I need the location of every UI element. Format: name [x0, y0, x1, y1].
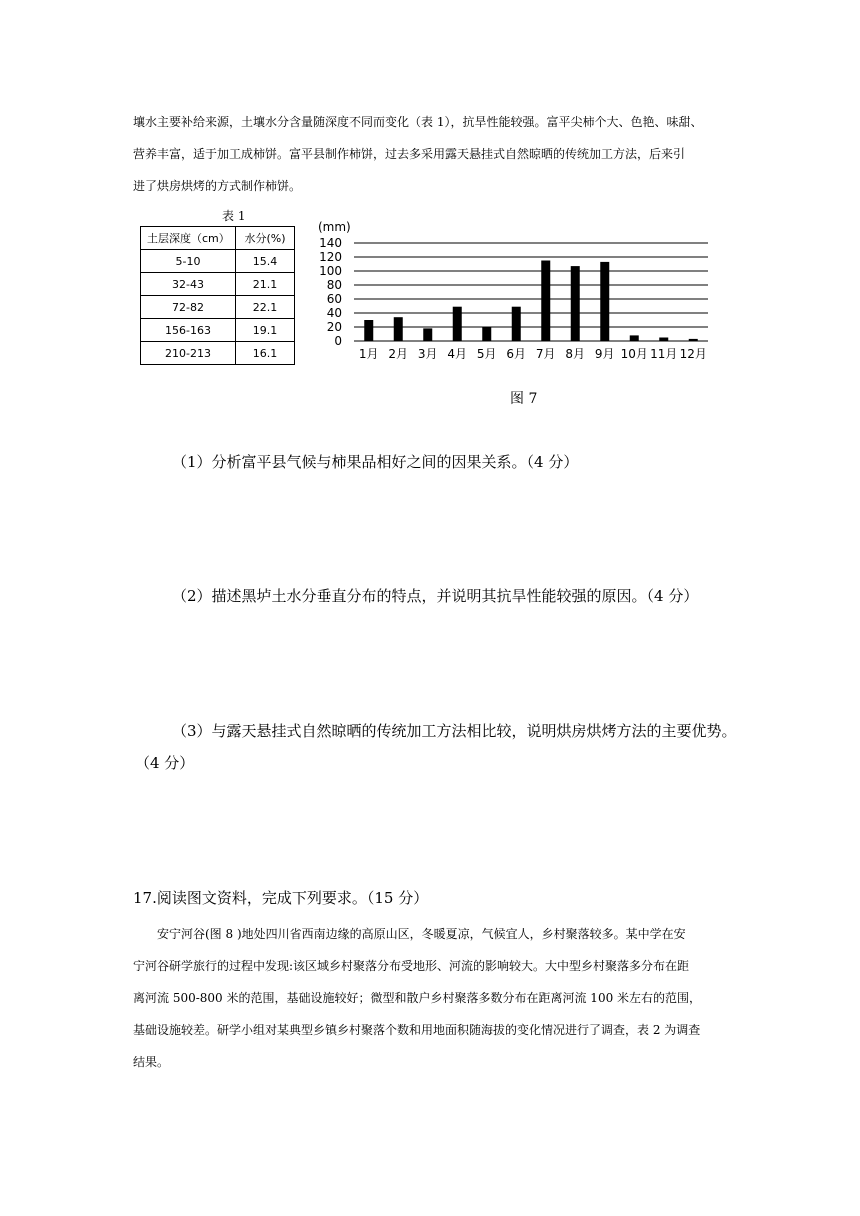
y-tick-label: 80 [326, 278, 342, 292]
x-tick-label: 1月 [358, 347, 379, 361]
table-row [141, 342, 295, 365]
table1-container [140, 226, 310, 366]
bar-4月 [453, 307, 462, 341]
x-tick-label: 11月 [650, 347, 678, 361]
bar-2月 [394, 317, 403, 341]
bar-11月 [659, 338, 668, 342]
bar-8月 [571, 266, 580, 341]
bar-5月 [482, 327, 491, 341]
x-tick-label: 2月 [388, 347, 409, 361]
y-tick-label: 120 [319, 250, 342, 264]
q17-line: 结果。 [133, 1055, 170, 1069]
table-row [141, 250, 295, 273]
intro-paragraph [133, 106, 727, 202]
q17-paragraph [133, 918, 733, 1078]
bar-12月 [689, 339, 698, 341]
y-axis-unit-label: (mm) [318, 220, 351, 234]
q17-line: 安宁河谷(图 8 )地处四川省西南边缘的高原山区，冬暖夏凉，气候宜人，乡村聚落较多。某中学在安 [157, 927, 686, 941]
figure-label: 图 7 [510, 391, 538, 407]
y-tick-label: 140 [319, 236, 342, 250]
cell-moisture: 22.1 [236, 296, 295, 319]
x-tick-label: 6月 [506, 347, 527, 361]
x-tick-label: 7月 [535, 347, 556, 361]
table-row [141, 319, 295, 342]
x-tick-label: 9月 [594, 347, 615, 361]
y-tick-label: 0 [334, 334, 342, 348]
table-row [141, 273, 295, 296]
x-tick-label: 12月 [679, 347, 707, 361]
cell-moisture: 21.1 [236, 273, 295, 296]
bar-3月 [423, 328, 432, 341]
intro-line: 进了烘房烘烤的方式制作柿饼。 [133, 179, 302, 193]
cell-depth: 156-163 [141, 319, 236, 342]
y-tick-label: 100 [319, 264, 342, 278]
cell-depth: 32-43 [141, 273, 236, 296]
cell-moisture: 15.4 [236, 250, 295, 273]
table-row [141, 296, 295, 319]
x-tick-label: 3月 [417, 347, 438, 361]
header-depth: 土层深度（cm） [141, 227, 236, 250]
x-tick-label: 10月 [620, 347, 648, 361]
cell-moisture: 16.1 [236, 342, 295, 365]
question-3-score: （4 分） [135, 754, 195, 772]
cell-moisture: 19.1 [236, 319, 295, 342]
soil-moisture-table [140, 226, 295, 365]
x-tick-label: 5月 [476, 347, 497, 361]
x-tick-label: 8月 [565, 347, 586, 361]
x-tick-label: 4月 [447, 347, 468, 361]
precipitation-bar-chart [310, 215, 720, 365]
table-header-row [141, 227, 295, 250]
intro-line: 营养丰富，适于加工成柿饼。富平县制作柿饼，过去多采用露天悬挂式自然晾晒的传统加工方法，后来引 [133, 147, 686, 161]
cell-depth: 5-10 [141, 250, 236, 273]
bar-9月 [600, 262, 609, 341]
intro-line: 壤水主要补给来源，土壤水分含量随深度不同而变化（表 1），抗旱性能较强。富平尖柿个大、色艳、味甜、 [133, 115, 703, 129]
question-3: （3）与露天悬挂式自然晾晒的传统加工方法相比较，说明烘房烘烤方法的主要优势。 [172, 722, 737, 740]
q17-line: 离河流 500-800 米的范围，基础设施较好；微型和散户乡村聚落多数分布在距离河流 100 米左右的范围， [133, 991, 702, 1005]
q17-line: 基础设施较差。研学小组对某典型乡镇乡村聚落个数和用地面积随海拔的变化情况进行了调查，表 2 为调查 [133, 1023, 701, 1037]
bar-6月 [512, 307, 521, 341]
table1-caption: 表 1 [222, 209, 246, 223]
y-tick-label: 40 [326, 306, 342, 320]
question-17-title: 17.阅读图文资料，完成下列要求。（15 分） [133, 889, 429, 907]
q17-line: 宁河谷研学旅行的过程中发现:该区域乡村聚落分布受地形、河流的影响较大。大中型乡村聚落多分布在距 [133, 959, 690, 973]
cell-depth: 72-82 [141, 296, 236, 319]
bar-10月 [630, 335, 639, 341]
header-moisture: 水分(%) [236, 227, 295, 250]
bar-7月 [541, 261, 550, 342]
y-tick-label: 60 [326, 292, 342, 306]
y-tick-label: 20 [326, 320, 342, 334]
question-2: （2）描述黑垆土水分垂直分布的特点，并说明其抗旱性能较强的原因。（4 分） [172, 587, 699, 605]
bar-1月 [364, 320, 373, 341]
question-1: （1）分析富平县气候与柿果品相好之间的因果关系。（4 分） [172, 453, 579, 471]
cell-depth: 210-213 [141, 342, 236, 365]
